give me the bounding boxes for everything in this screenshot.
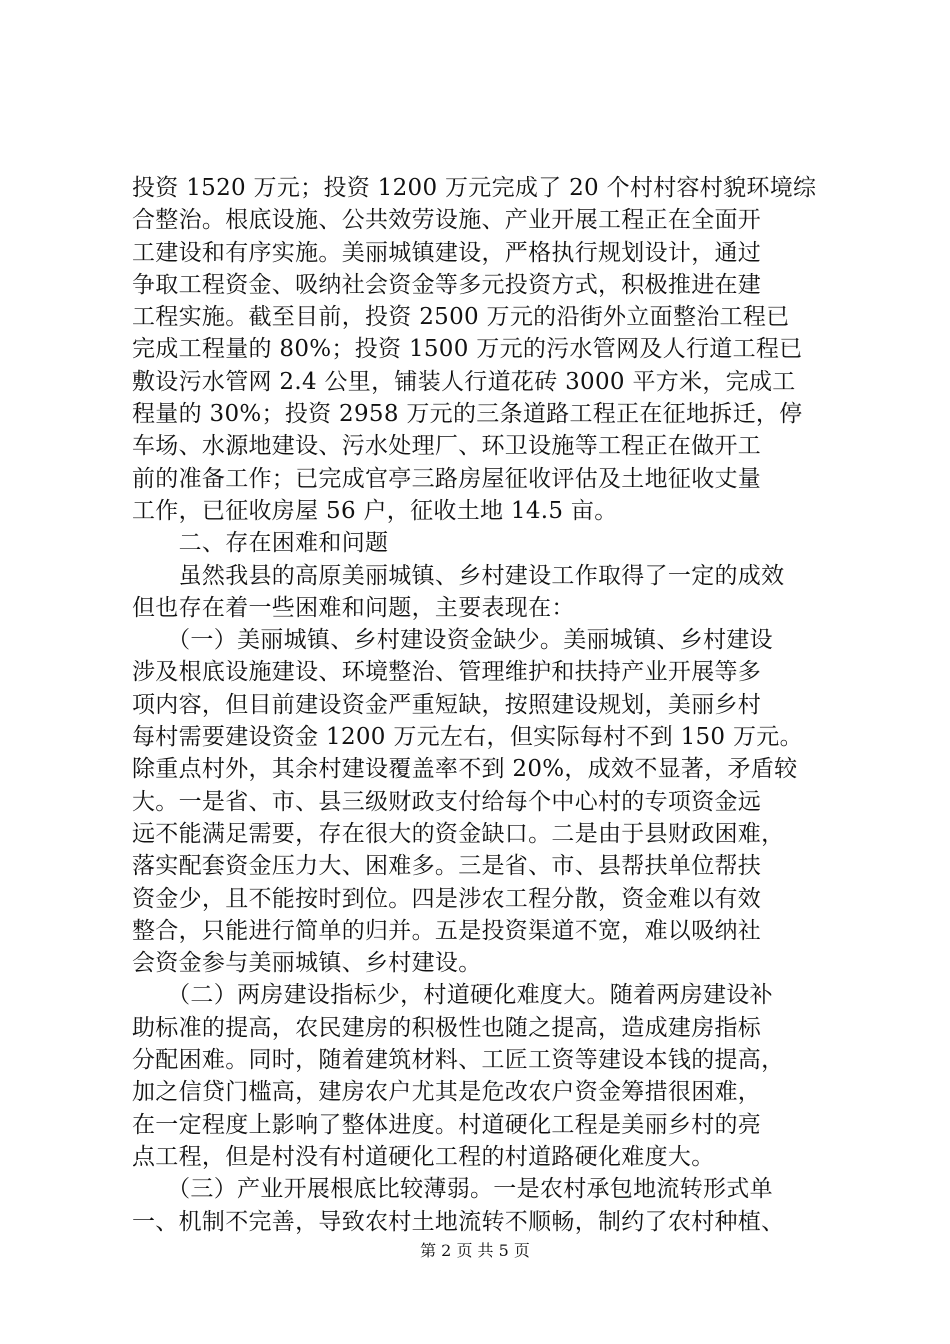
text-line: 大。一是省、市、县三级财政支付给每个中心村的专项资金远 xyxy=(132,788,762,815)
text-line: 会资金参与美丽城镇、乡村建设。 xyxy=(132,950,482,977)
text-line: 资金少，且不能按时到位。四是涉农工程分散，资金难以有效 xyxy=(132,885,762,912)
text-line: 工作，已征收房屋 56 户，征收土地 14.5 亩。 xyxy=(132,497,618,524)
text-line: 在一定程度上影响了整体进度。村道硬化工程是美丽乡村的亮 xyxy=(132,1111,762,1138)
text-line: 合整治。根底设施、公共效劳设施、产业开展工程正在全面开 xyxy=(132,207,762,234)
text-line: 除重点村外，其余村建设覆盖率不到 20%，成效不显著，矛盾较 xyxy=(132,756,798,783)
page-number-footer: 第 2 页 共 5 页 xyxy=(420,1241,530,1260)
text-line: 点工程，但是村没有村道硬化工程的村道路硬化难度大。 xyxy=(132,1143,715,1170)
text-line: 程量的 30%；投资 2958 万元的三条道路工程正在征地拆迁，停 xyxy=(132,401,803,428)
text-line: 工程实施。截至目前，投资 2500 万元的沿街外立面整治工程已 xyxy=(132,304,790,331)
text-line: 落实配套资金压力大、困难多。三是省、市、县帮扶单位帮扶 xyxy=(132,853,762,880)
text-line: 每村需要建设资金 1200 万元左右，但实际每村不到 150 万元。 xyxy=(132,724,803,751)
text-line: 但也存在着一些困难和问题，主要表现在： xyxy=(132,594,575,621)
text-line: （三）产业开展根底比较薄弱。一是农村承包地流转形式单 xyxy=(132,1176,773,1203)
text-line: 加之信贷门槛高，建房农户尤其是危改农户资金筹措很困难， xyxy=(132,1079,762,1106)
text-line: 虽然我县的高原美丽城镇、乡村建设工作取得了一定的成效 xyxy=(132,562,785,589)
text-line: 投资 1520 万元；投资 1200 万元完成了 20 个村村容村貌环境综 xyxy=(132,175,817,201)
text-line: 前的准备工作；已完成官亭三路房屋征收评估及土地征收丈量 xyxy=(132,465,762,492)
text-line: 涉及根底设施建设、环境整治、管理维护和扶持产业开展等多 xyxy=(132,659,762,686)
text-line: 完成工程量的 80%；投资 1500 万元的污水管网及人行道工程已 xyxy=(132,336,803,363)
text-line: 二、存在困难和问题 xyxy=(132,530,389,557)
text-line: 工建设和有序实施。美丽城镇建设，严格执行规划设计，通过 xyxy=(132,239,762,266)
text-line: （一）美丽城镇、乡村建设资金缺少。美丽城镇、乡村建设 xyxy=(132,627,773,654)
text-line: 车场、水源地建设、污水处理厂、环卫设施等工程正在做开工 xyxy=(132,433,762,460)
text-line: （二）两房建设指标少，村道硬化难度大。随着两房建设补 xyxy=(132,982,773,1009)
text-line: 一、机制不完善，导致农村土地流转不顺畅，制约了农村种植、 xyxy=(132,1208,785,1235)
text-line: 整合，只能进行简单的归并。五是投资渠道不宽，难以吸纳社 xyxy=(132,917,762,944)
text-line: 争取工程资金、吸纳社会资金等多元投资方式，积极推进在建 xyxy=(132,271,762,298)
text-line: 远不能满足需要，存在很大的资金缺口。二是由于县财政困难， xyxy=(132,820,785,847)
body-text xyxy=(132,172,832,1238)
text-line: 助标准的提高，农民建房的积极性也随之提高，造成建房指标 xyxy=(132,1014,762,1041)
text-line: 项内容，但目前建设资金严重短缺，按照建设规划，美丽乡村 xyxy=(132,691,762,718)
text-line: 分配困难。同时，随着建筑材料、工匠工资等建设本钱的提高， xyxy=(132,1047,785,1074)
text-line: 敷设污水管网 2.4 公里，铺装人行道花砖 3000 平方米，完成工 xyxy=(132,368,796,395)
